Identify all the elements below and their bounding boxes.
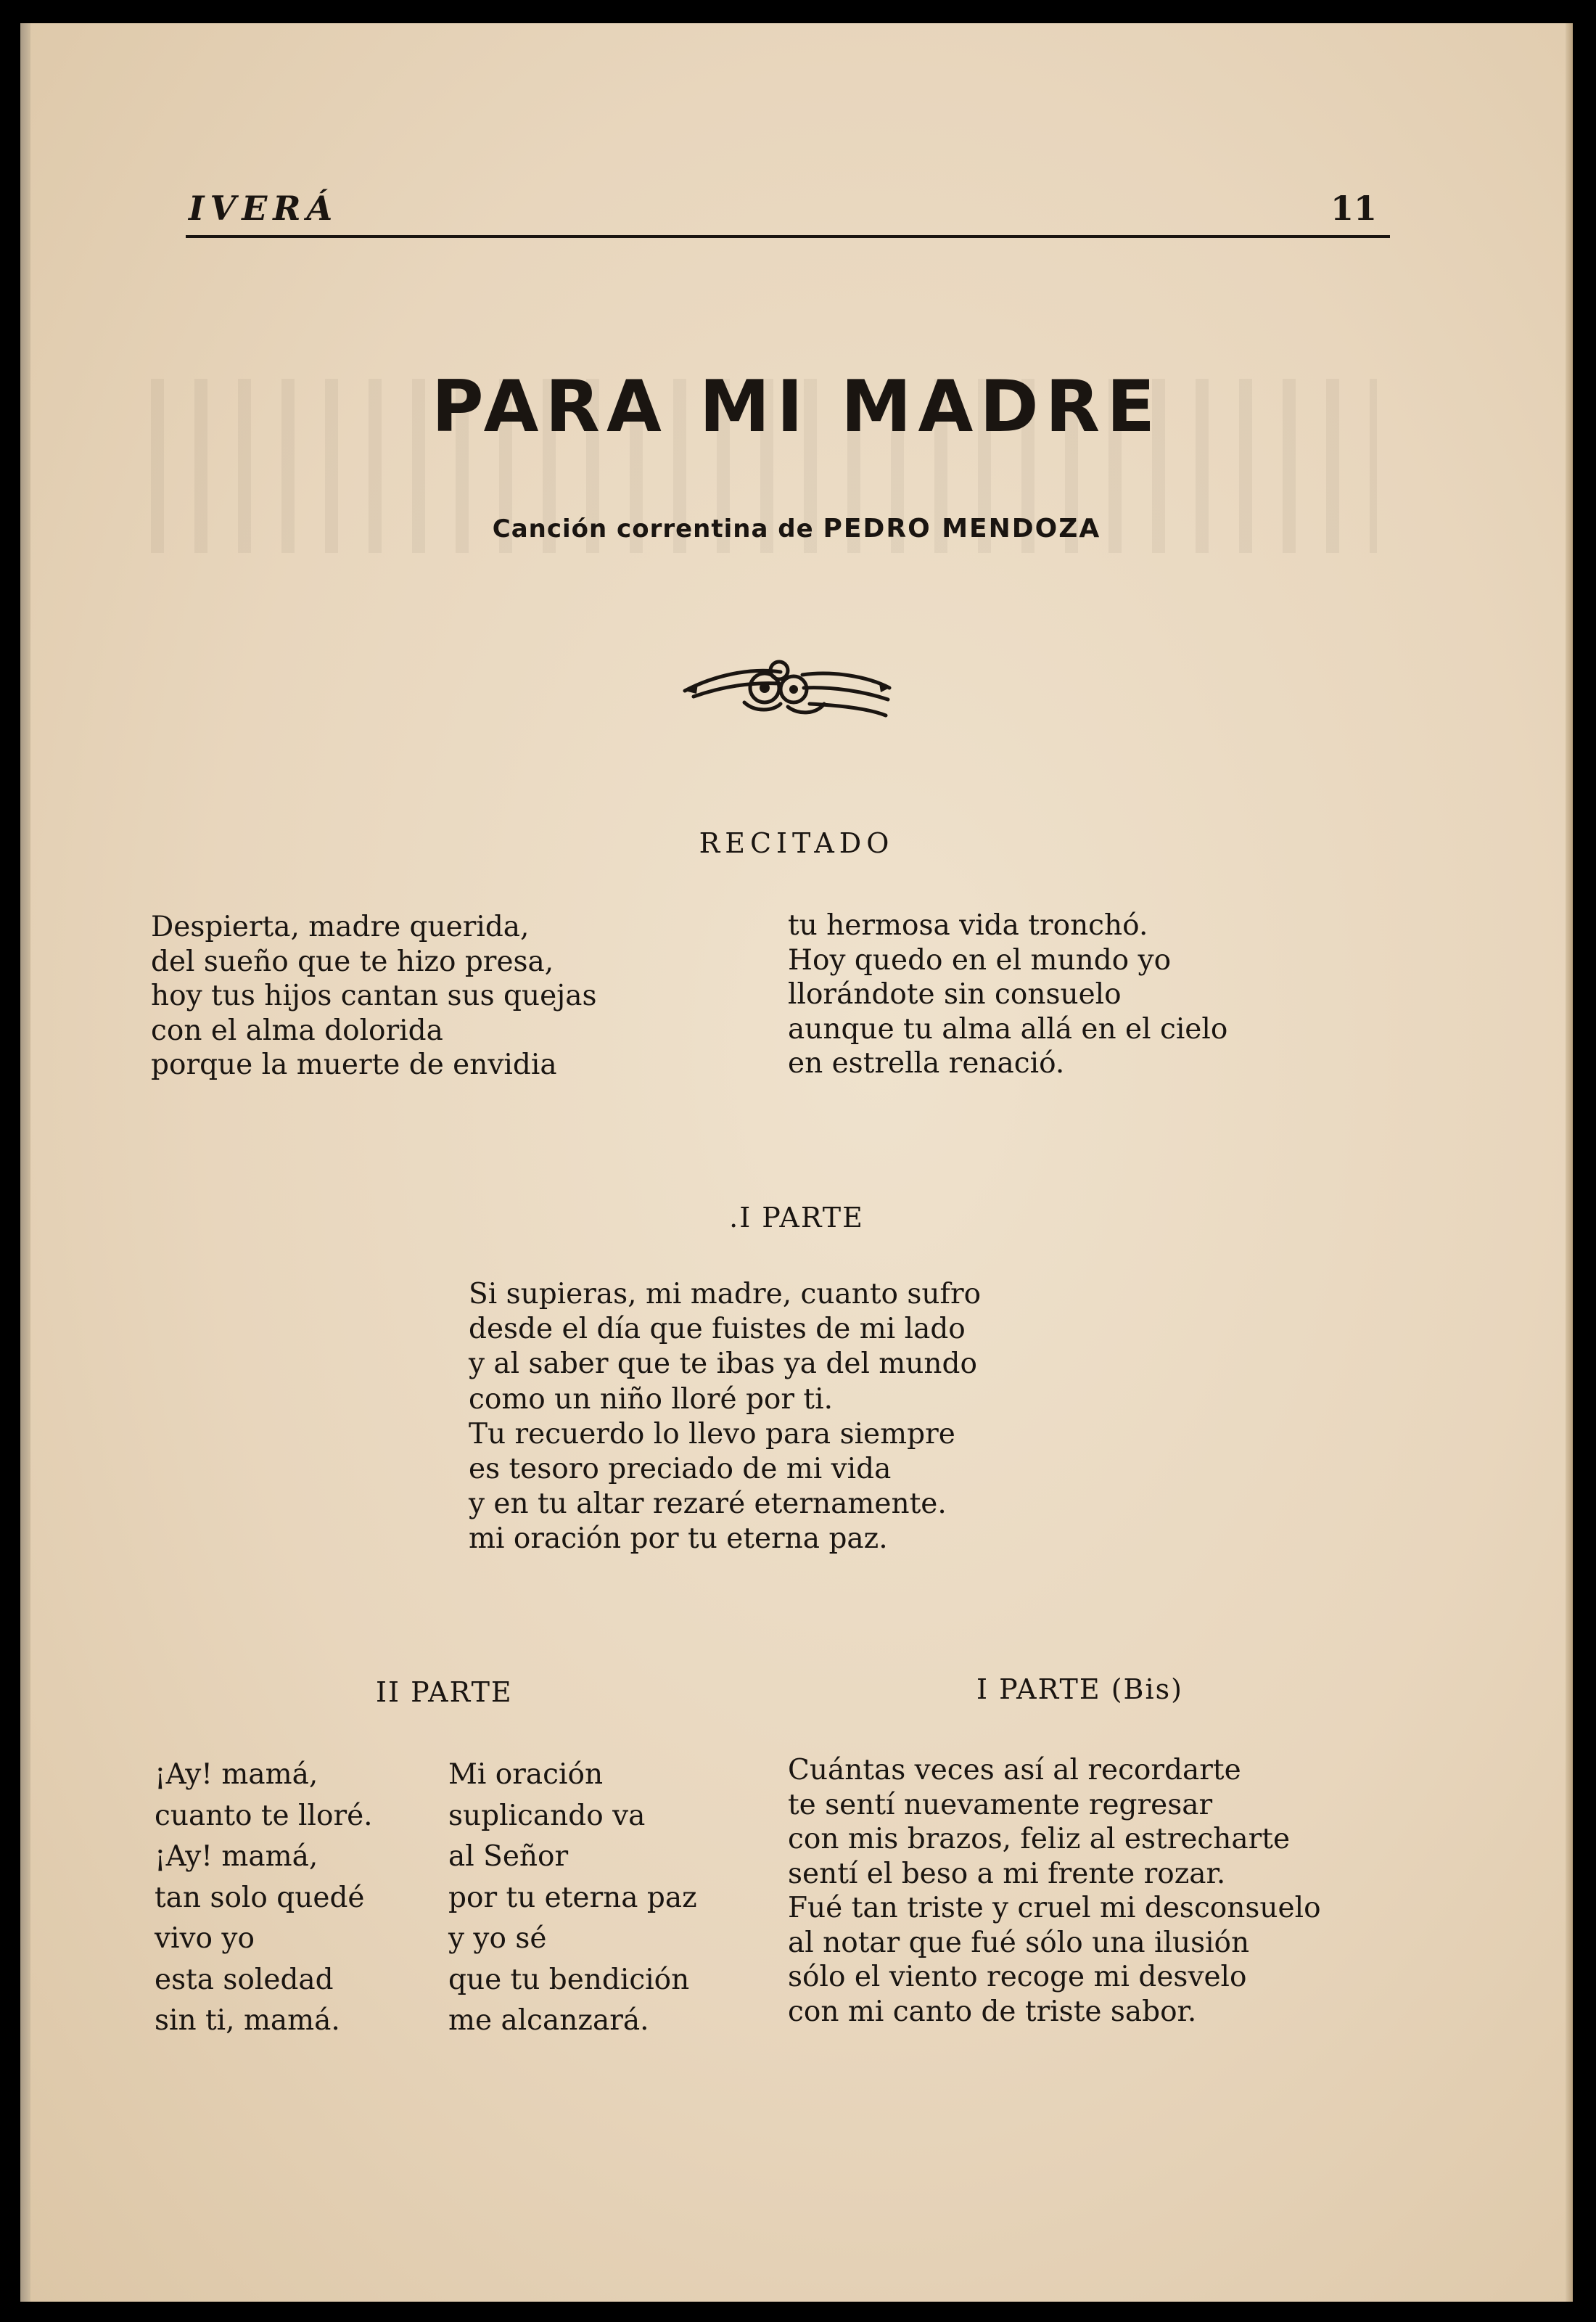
verse-line: me alcanzará. (448, 2004, 649, 2037)
verse-line: Si supieras, mi madre, cuanto sufro (469, 1278, 982, 1310)
verse-line: al Señor (448, 1840, 569, 1873)
verse-line: te sentí nuevamente regresar (788, 1788, 1213, 1821)
parte-2-stanza-right (448, 1755, 697, 2042)
verse-line: Despierta, madre querida, (151, 911, 530, 943)
parte-1-stanza (469, 1277, 981, 1557)
verse-line: y en tu altar rezaré eternamente. (469, 1488, 947, 1521)
verse-line: llorándote sin consuelo (788, 978, 1122, 1011)
parte-1-bis-stanza (788, 1753, 1321, 2029)
page-number: 11 (1330, 189, 1377, 228)
poem-subtitle (20, 514, 1573, 543)
verse-line: Hoy quedo en el mundo yo (788, 943, 1172, 977)
verse-line: Cuántas veces así al recordarte (788, 1754, 1241, 1786)
parte-1-bis-heading: I PARTE (Bis) (976, 1673, 1183, 1705)
author-name: PEDRO MENDOZA (823, 514, 1101, 543)
parte-2-stanza-left (155, 1755, 373, 2042)
verse-line: con el alma dolorida (151, 1014, 443, 1047)
verse-line: es tesoro preciado de mi vida (469, 1453, 892, 1486)
verse-line: con mis brazos, feliz al estrecharte (788, 1823, 1291, 1855)
verse-line: mi oración por tu eterna paz. (469, 1522, 888, 1556)
verse-line: tu hermosa vida tronchó. (788, 909, 1148, 942)
poem-title: PARA MI MADRE (431, 366, 1162, 448)
recitado-left-stanza (151, 910, 597, 1083)
verse-line: Mi oración (448, 1758, 604, 1791)
verse-line: sólo el viento recoge mi desvelo (788, 1961, 1247, 1993)
verse-line: sentí el beso a mi frente rozar. (788, 1857, 1226, 1890)
page-spine-shadow (20, 23, 30, 2302)
floral-ornament-icon (672, 646, 904, 726)
verse-line: hoy tus hijos cantan sus quejas (151, 980, 597, 1012)
verse-line: sin ti, mamá. (155, 2004, 340, 2037)
verse-line: como un niño lloré por ti. (469, 1382, 833, 1416)
verse-line: con mi canto de triste sabor. (788, 1995, 1197, 2028)
verse-line: ¡Ay! mamá, (155, 1840, 318, 1873)
recitado-heading: RECITADO (699, 827, 894, 859)
verse-line: cuanto te lloré. (155, 1799, 373, 1832)
header-rule (186, 235, 1390, 238)
verse-line: al notar que fué sólo una ilusión (788, 1926, 1250, 1959)
verse-line: del sueño que te hizo presa, (151, 945, 554, 978)
verse-line: y al saber que te ibas ya del mundo (469, 1347, 977, 1381)
parte-1-heading: .I PARTE (729, 1202, 864, 1234)
verse-line: esta soledad (155, 1963, 334, 1996)
verse-line: Tu recuerdo lo llevo para siempre (469, 1417, 955, 1451)
verse-line: y yo sé (448, 1922, 547, 1955)
verse-line: ¡Ay! mamá, (155, 1758, 318, 1791)
verse-line: aunque tu alma allá en el cielo (788, 1012, 1228, 1046)
verse-line: vivo yo (155, 1922, 255, 1955)
recitado-right-stanza (788, 908, 1227, 1081)
verse-line: que tu bendición (448, 1963, 690, 1996)
page-edge-shadow (1566, 23, 1573, 2302)
book-page (20, 23, 1573, 2302)
verse-line: en estrella renació. (788, 1047, 1065, 1080)
verse-line: desde el día que fuistes de mi lado (469, 1313, 966, 1346)
verse-line: porque la muerte de envidia (151, 1049, 557, 1081)
verse-line: por tu eterna paz (448, 1881, 697, 1914)
verse-line: Fué tan triste y cruel mi desconsuelo (788, 1892, 1321, 1924)
parte-2-heading: II PARTE (376, 1676, 513, 1708)
subtitle-prefix: Canción correntina de (492, 514, 814, 543)
verse-line: suplicando va (448, 1799, 646, 1832)
verse-line: tan solo quedé (155, 1881, 365, 1914)
running-head: IVERÁ (189, 189, 339, 228)
